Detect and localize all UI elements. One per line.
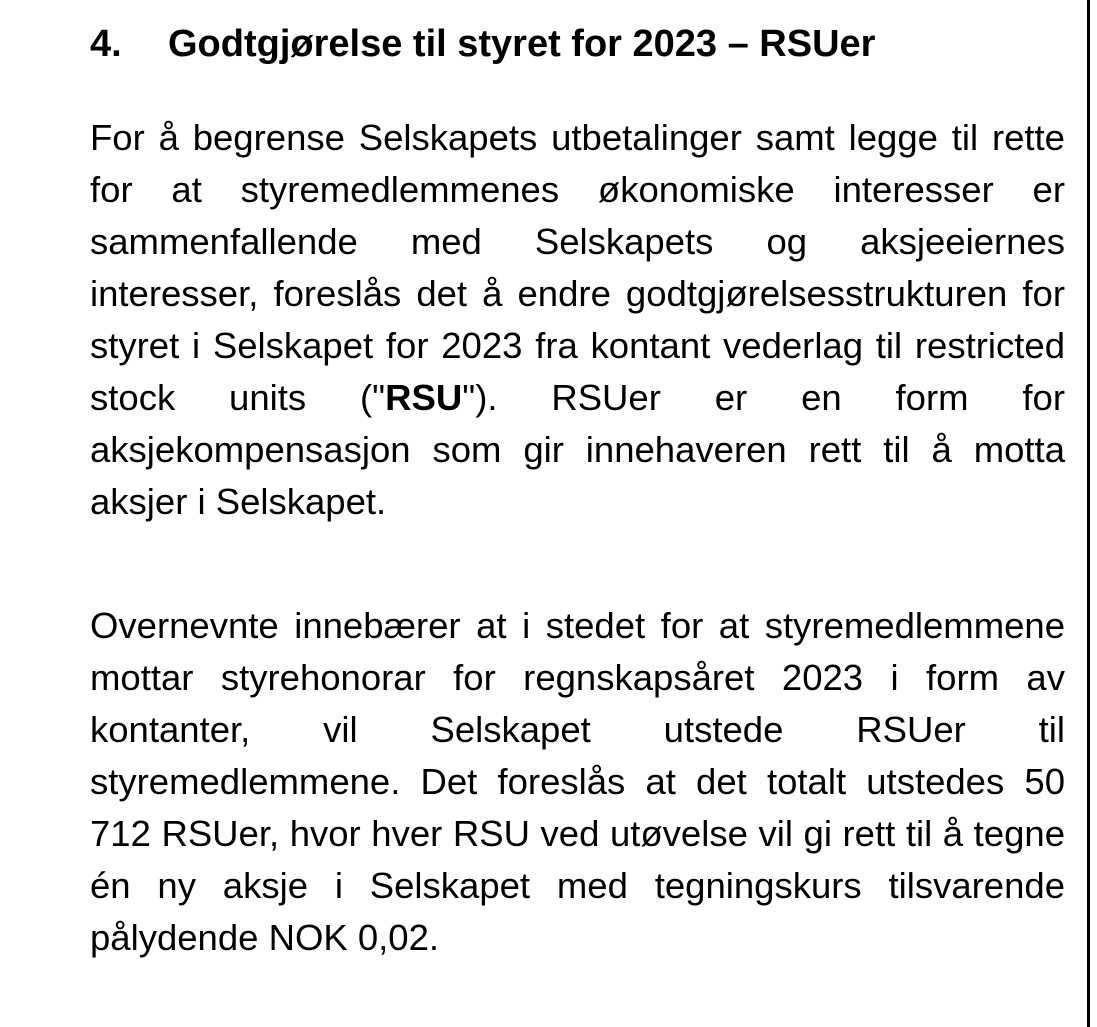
section-heading: [90, 18, 1070, 70]
paragraph-text: For å begrense Selskapets utbetalinger samt legge til rette for at styremedlemmenes økonomiske interesser er sammenfallende med Selskapets og aksjeeiernes interesser, foreslås det å endre godtgjørelsesstrukturen for styret i Selskapet for 2023 fra kontant vederlag til restricted stock units (": [90, 117, 1065, 418]
defined-term-rsu: RSU: [385, 377, 463, 418]
section-title: Godtgjørelse til styret for 2023 – RSUer: [168, 23, 876, 65]
paragraph-rsu-issuance: Overnevnte innebærer at i stedet for at styremedlemmene mottar styrehonorar for regnskapsåret 2023 i form av kontanter, vil Selskapet utstede RSUer til styremedlemmene. Det foreslås at det totalt utstedes 50 712 RSUer, hvor hver RSU ved utøvelse vil gi rett til å tegne én ny aksje i Selskapet med tegningskurs tilsvarende pålydende NOK 0,02.: [90, 605, 1065, 958]
paragraph-text: "). RSUer er en form for aksjekompensasjon som gir innehaveren rett til å motta aksjer i Selskapet.: [90, 377, 1066, 522]
paragraph-rsu-purpose: [90, 112, 1065, 528]
section-number: 4.: [90, 23, 122, 65]
page-border-line: [1087, 0, 1090, 1027]
